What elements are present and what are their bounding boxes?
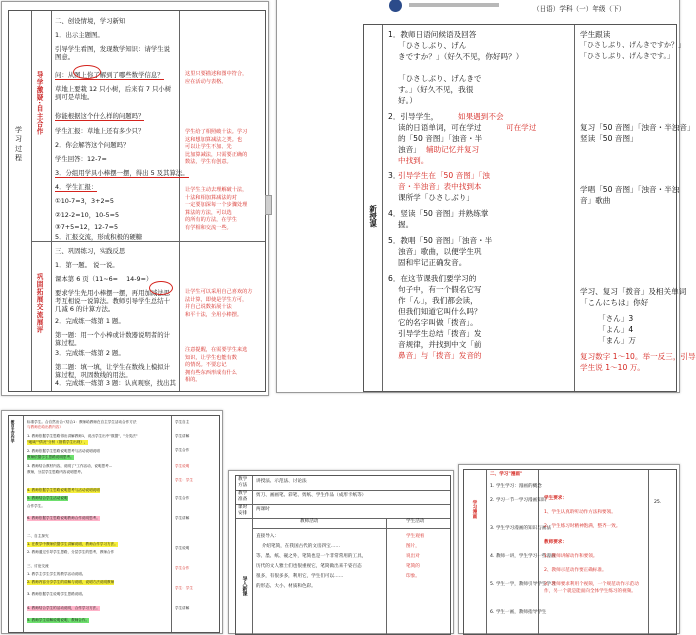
student-line: 笔筒的: [406, 564, 420, 569]
plan-line: 2. 教师依据学生思路说明思考与活动说明说明: [27, 449, 100, 453]
teacher-line-highlight: 可在学过: [506, 123, 537, 132]
teacher-line: 握。: [398, 220, 414, 229]
teacher-line: 浊音」歌曲，以便学生巩: [398, 247, 482, 256]
step-line: 草地上要栽 12 只小树，后来有 7 只小树到可是草地。: [55, 85, 172, 101]
teacher-line: 1．教师日语问候语及回答: [388, 30, 477, 39]
annotation-circle: [149, 281, 173, 295]
student-line: 音」歌曲: [580, 196, 611, 205]
section-label-new-lesson: 新授课: [368, 205, 378, 228]
step-line: 学生汇报：草地上还有多少只？: [55, 127, 145, 135]
plan-line: 三、讨论交流: [27, 564, 49, 568]
pe-line: 3. 学生学习漫画的知识与画法: [490, 526, 551, 531]
teacher-line: きですか？」（好久不见，你好吗？）: [398, 52, 524, 61]
right-col-line: 学生：学生: [175, 478, 193, 482]
step-line: 要求学生先用小棒摆一摆，再用加减法思考互相说一说算法。教师引导学生总结十几减 6 的计算方法。: [55, 289, 171, 313]
student-line: 学生观看: [406, 534, 425, 539]
right-col-line: 学生讲解: [175, 434, 190, 438]
plan-line: 3. 教师结合教材内容，说明了"工作活动，说明思考...: [27, 464, 113, 468]
step-line: 3．完成练一练第 2 题。: [55, 349, 125, 357]
student-line: 复习「50 音图」「浊音・半浊音」: [580, 123, 695, 132]
teacher-line: 作「ん」，我们都会读，: [398, 296, 478, 305]
step-line: 三、巩固练习，实践反思: [55, 247, 126, 255]
pe-line: 6. 学生一画，教师指导学生: [490, 610, 547, 615]
teacher-line: 引导学生总结「拨音」发: [398, 329, 482, 338]
student-line: 印象。: [406, 574, 420, 579]
step-line: 二、创设情境，学习新知: [55, 17, 126, 25]
req-line: 2、教师示范动作要正确标准。: [544, 568, 607, 573]
section-label-intro: 导入新课: [241, 576, 248, 596]
row-label: 教学: [238, 477, 248, 482]
plan-line: 2. 教师通过引导学生思路，分层学生的思考，教师合作: [27, 550, 115, 554]
section-label-consolidate: 巩固拓展交流展评: [35, 273, 43, 334]
step-line: 4．学生汇报：: [55, 183, 98, 191]
plan-line: 5. 教师学生讲解说明说明，教师合作。: [27, 618, 90, 622]
student-line: 竖读「50 音图」: [580, 134, 638, 143]
right-col-line: 学生讲解: [175, 606, 190, 610]
teacher-line: 「ひさしぶり、げんきで: [398, 74, 482, 83]
student-line: 「よん」4: [598, 325, 634, 334]
margin-note: 让学生可以采用自己喜欢的方 法计算，即使是学生方可， 并自己说数拓展十法 和平十法，全用小棒摆。: [185, 289, 253, 318]
step-line: 1．第一题。 说一说。: [55, 261, 119, 269]
right-col-line: 学生讲解: [175, 516, 190, 520]
pe-line: 5. 学生一学，教师引导学生学习: [490, 582, 556, 587]
plan-line: 合作学生。: [27, 504, 45, 508]
teaching-prep: 剪刀、画画笔、彩笔、剪纸、学生作品（成形卡纸等）: [256, 493, 367, 498]
school-logo-icon: [389, 0, 402, 12]
req-line: 教师要求：: [544, 540, 567, 545]
req-line: 2、学生练习时精神饱满，整齐一致。: [544, 524, 621, 529]
right-col-line: 学生自主: [175, 420, 190, 424]
right-col-line: 学生合作: [175, 448, 190, 452]
step-line: 3．分组用学具小棒摆一摆，得出 5 及其算法。: [55, 169, 189, 177]
annotation-circle: [73, 65, 101, 79]
plan-line: 教师，分层学生思路内容说明思考。: [27, 470, 85, 474]
teacher-line: 4．竖读「50 音图」并熟练掌: [388, 209, 489, 218]
teacher-line: 等、墨、纸、砚之外，笔筒也是一个非常常用的工具，: [256, 554, 367, 559]
plan-line: 4. 教师依据学生思路说明思考与活动说明说明: [27, 488, 100, 492]
teacher-line: 直接导入：: [256, 534, 279, 539]
student-line: 「こんにちは」你好: [580, 298, 649, 307]
req-line: 1、教师讲解动作和要领。: [544, 554, 598, 559]
teacher-line: 中找到。: [398, 156, 429, 165]
req-line: 3、教师要求利用个视频，一个规范动作示范动作，另一个就是能面向全体学生练习的视频。: [544, 582, 639, 594]
step-line: ②12-2=10，10-5=5: [55, 211, 120, 219]
step-line: 引导学生看图，发现数学知识：请学生说图意。: [55, 45, 171, 61]
teacher-line: 历代的文人雅士们也很重视它，笔筒做出来千姿百态: [256, 564, 362, 569]
plan-line: 4. 教师结合学生的活动说明，合作学习方法。: [27, 606, 100, 610]
step-line: 课本第 6 页（11~6= 14-9=）: [55, 275, 153, 283]
student-col-header: 学生活动: [406, 519, 425, 524]
process-label: 学 习 过 程: [15, 126, 22, 163]
teacher-line-highlight: 音・半浊音」表中找到本: [398, 182, 482, 191]
step-line: 学生回答：12-7=: [55, 155, 107, 163]
step-line: 第一题：用一个小棒或计数器说明者的计算过程。: [55, 331, 171, 347]
step-line: ①10-7=3，3+2=5: [55, 197, 114, 205]
teaching-method: 讲授法、示范法、讨论法: [256, 479, 307, 484]
step-line: 1．出示主题图。: [55, 31, 104, 39]
row-label: 课时: [238, 505, 248, 510]
student-line: 学生说 1～10 万。: [580, 363, 645, 372]
header-title-line: [409, 3, 499, 7]
teacher-line: 读的日语单词，可在学过: [398, 123, 482, 132]
colored-plan-table: [8, 415, 220, 633]
row-label: 安排: [238, 511, 248, 516]
row-label: 准备: [238, 497, 248, 502]
right-col-line: 学生：学生: [175, 586, 193, 590]
plan-line: 标准学生。合自然出合·（结合1：教师给教师在自主学生活动合作方法: [27, 420, 137, 424]
teacher-line-highlight: 辅助记忆并复习: [426, 145, 480, 154]
teacher-line: 3．: [388, 171, 401, 180]
step-line: 5．汇报交流，形成积极的硬糖: [55, 233, 143, 241]
step-line: 问：从图上你了解到了哪些数学信息？: [55, 71, 164, 79]
step-line: 你能根据这个什么样的问题吗？: [55, 112, 145, 120]
step-line: 2．完成练一练第 1 题。: [55, 317, 125, 325]
plan-line: 3. 教师依据学生说明学生思路说明。: [27, 592, 86, 596]
lesson-plan-colored-panel: [1, 410, 223, 634]
teacher-line: 的「50 音图」「浊音・半: [398, 134, 483, 143]
row-label: 教学: [238, 491, 248, 496]
right-col-line: 学生说明: [175, 546, 190, 550]
teacher-line: 介绍笔筒，在我国古代的文房四宝……: [256, 544, 340, 549]
math-plan-table: [8, 10, 266, 392]
margin-note: 这里只要描述和图中符合， 应在活动与表格。: [185, 71, 248, 85]
plan-line: "地域""情况"分析（指着学生出现），: [27, 440, 88, 444]
student-line: 图片，: [406, 544, 420, 549]
teacher-col-header: 教师活动: [300, 519, 319, 524]
student-line: 学唱「50 音图」「浊音・半浊: [580, 185, 680, 194]
lesson-plan-math-panel: [1, 1, 269, 396]
scroll-handle[interactable]: [265, 195, 272, 215]
teacher-line-highlight: 引导学生在「50 音图」「浊: [398, 171, 490, 180]
teacher-line: す。」（好久不见，我很: [398, 85, 474, 94]
step-line: ③7+5=12，12-7=5: [55, 223, 119, 231]
req-title: 学生要求：: [544, 496, 567, 501]
lesson-time: 两课时: [256, 507, 270, 512]
teacher-line: 「ひさしぶり、げん: [398, 41, 467, 50]
plan-line: 教师依据学生思路说明思考。: [27, 455, 74, 459]
pe-line: 1. 学生学习：漫画的概念: [490, 484, 542, 489]
student-line: 学生跟读: [580, 30, 611, 39]
teacher-line: 它的名字叫做「拨音」。: [398, 318, 478, 327]
student-line: 「さん」3: [598, 314, 634, 323]
margin-note: 学生给了相照破十法。学习 这和想加算减法之类。也 可以让学生不加、先 比加算减法，只需要正确的 数法，学生有创意。: [185, 129, 248, 166]
teacher-line: 课所学「ひさしぶり」: [398, 193, 474, 202]
teacher-line: 音规律，并找到中文「前: [398, 340, 482, 349]
japanese-plan-table: [363, 24, 696, 392]
art-plan-table: [235, 475, 451, 635]
right-col-line: 学生合作: [175, 496, 190, 500]
teacher-line: 2．引导学生，: [388, 112, 439, 121]
step-line: 第二题：填一填，让学生在数线上模拟计算过程，巩固数线的用法。: [55, 363, 171, 379]
plan-line: 6. 教师依据学生思路说明教师合作说明思考。: [27, 516, 100, 520]
subject-grade-header: （日语）学科（一）年级（下）: [533, 5, 626, 13]
section-label: 教自主合作学: [11, 420, 17, 443]
req-line: 1、学生认真聆听动作方法和要领。: [544, 510, 616, 515]
teacher-line: 但我们知道它叫什么吗？: [398, 307, 482, 316]
margin-note: 让学生主动去理解破十法， 十法和相加算减法的对 一定要加深每一个步骤处理 算法的方法，可以选 的所有的方法，在学生 有学相和交流一些。: [185, 187, 248, 231]
student-line: 「まん」万: [598, 336, 636, 345]
student-line: 「ひさしぶり、げんきです。」: [580, 52, 674, 60]
teacher-line: 鼻音」与「拨音」发音的: [398, 351, 482, 360]
plan-line: 2. 教师内容分享学生的讲解与说明，说明方法说明教师: [27, 580, 115, 584]
student-line: 「ひさしぶり、げんきですか？」: [580, 41, 685, 49]
plan-line: 1. 教学主学生学生的教学活动说明。: [27, 572, 86, 576]
plan-line: 1. 在教学中教师依据学生讲解说明，教师合作学习方法。: [27, 542, 118, 546]
step-line: 2．你会解答这个问题吗？: [55, 141, 130, 149]
pe-line: 4. 教师一讲，学生学习一些漫画: [490, 554, 556, 559]
student-line: 学习、复习「拨音」及相关单词: [580, 287, 687, 296]
right-col-line: 学生合作: [175, 566, 190, 570]
step-line: 4．完成练一练第 3 题：认真观察，找出其: [55, 379, 176, 387]
teacher-line-highlight: 如果遇到不会: [458, 112, 504, 121]
plan-line: 与教师在给出教内容）: [27, 425, 63, 429]
teacher-line: 5．教唱「50 音图」「浊音・半: [388, 236, 493, 245]
section-label-guided: 导学激疑·自主合作: [35, 71, 43, 136]
teacher-line: 好。）: [398, 96, 417, 105]
teacher-line: 句子中，有一个假名它写: [398, 285, 482, 294]
plan-line: 5. 教师结合学生活动说明: [27, 496, 68, 500]
row-label: 方法: [238, 483, 248, 488]
plan-line: 二、自主探究: [27, 534, 49, 538]
lesson-plan-pe-panel: [458, 464, 680, 634]
right-col-line: 学生说明: [175, 464, 190, 468]
teacher-line: 浊音」: [398, 145, 421, 154]
teacher-line: 固和牢记正确发音。: [398, 258, 467, 267]
lesson-plan-japanese-panel: [276, 0, 696, 393]
teacher-line: 很多，有很多多，利用它，学生们可以……: [256, 574, 344, 579]
pe-right-col: 25.: [654, 500, 662, 505]
teacher-line: 6．在这节课我们要学习的: [388, 274, 477, 283]
teacher-line: 的形态、大小、材质和色彩。: [256, 584, 316, 589]
pe-section-title: 二、学习"漫画": [490, 472, 523, 477]
section-label-learn: 学习漫画: [471, 500, 477, 519]
pe-plan-table: [463, 469, 677, 635]
lesson-plan-art-panel: [228, 470, 454, 634]
student-line: 复习数字 1～10。举一反三，引导: [580, 352, 696, 361]
plan-line: 1. 教师依据学生思路得出讲解教师1，说出学生出中"数据"，"分类法": [27, 434, 138, 438]
pe-line: 2. 学习一节一学习漫画知识: [490, 498, 547, 503]
student-line: 说出对: [406, 554, 420, 559]
margin-note: 注意提醒，在需要学生来选 知识，让学生也能有数 的情况。不要忘记 拥有些东西形成有什么 相的。: [185, 347, 248, 384]
